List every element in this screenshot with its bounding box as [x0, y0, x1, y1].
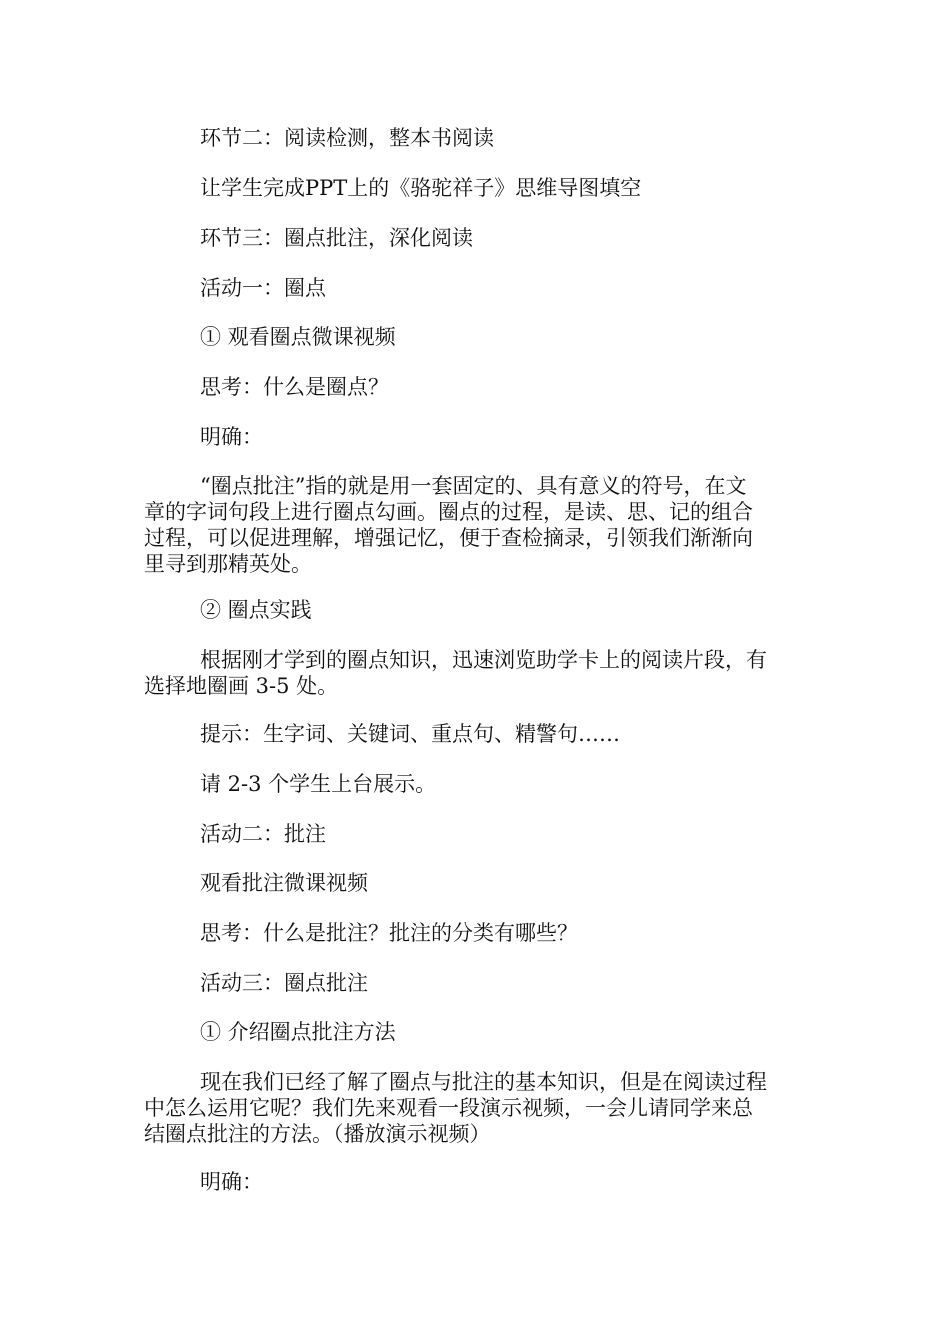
question-line-2: 思考：什么是批注？批注的分类有哪些？ [200, 921, 578, 945]
presentation-line: 请 2-3 个学生上台展示。 [200, 772, 437, 796]
activity-heading-1: 活动一：圈点 [200, 276, 326, 300]
hint-line: 提示：生字词、关键词、重点句、精警句…… [200, 722, 620, 746]
step-heading-1: ① 观看圈点微课视频 [200, 325, 396, 349]
activity-heading-3: 活动三：圈点批注 [200, 971, 368, 995]
paragraph-line: 结圈点批注的方法。（播放演示视频） [144, 1122, 491, 1146]
video-line: 观看批注微课视频 [200, 871, 368, 895]
practice-paragraph [144, 647, 806, 699]
activity-heading-2: 活动二：批注 [200, 822, 326, 846]
question-line-1: 思考：什么是圈点？ [200, 375, 389, 399]
step-heading-2: ② 圈点实践 [200, 598, 312, 622]
method-paragraph [144, 1069, 806, 1147]
paragraph-line: 选择地圈画 3-5 处。 [144, 674, 339, 698]
paragraph-line: 过程，可以促进理解，增强记忆，便于查检摘录，引领我们渐渐向 [144, 526, 753, 550]
section-heading-2: 环节二：阅读检测，整本书阅读 [200, 126, 494, 150]
paragraph-line: “圈点批注”指的就是用一套固定的、具有意义的符号，在文 [200, 474, 747, 498]
step-heading-3: ① 介绍圈点批注方法 [200, 1020, 396, 1044]
paragraph-line: 根据刚才学到的圈点知识，迅速浏览助学卡上的阅读片段，有 [200, 648, 767, 672]
paragraph-line: 里寻到那精英处。 [144, 552, 312, 576]
clarify-label-2: 明确： [200, 1170, 263, 1194]
instruction-line: 让学生完成PPT上的《骆驼祥子》思维导图填空 [200, 176, 642, 200]
clarify-label-1: 明确： [200, 425, 263, 449]
paragraph-line: 现在我们已经了解了圈点与批注的基本知识，但是在阅读过程 [200, 1070, 767, 1094]
paragraph-line: 中怎么运用它呢？我们先来观看一段演示视频，一会儿请同学来总 [144, 1096, 753, 1120]
paragraph-line: 章的字词句段上进行圈点勾画。圈点的过程，是读、思、记的组合 [144, 500, 753, 524]
section-heading-3: 环节三：圈点批注，深化阅读 [200, 226, 473, 250]
definition-paragraph [144, 473, 806, 577]
